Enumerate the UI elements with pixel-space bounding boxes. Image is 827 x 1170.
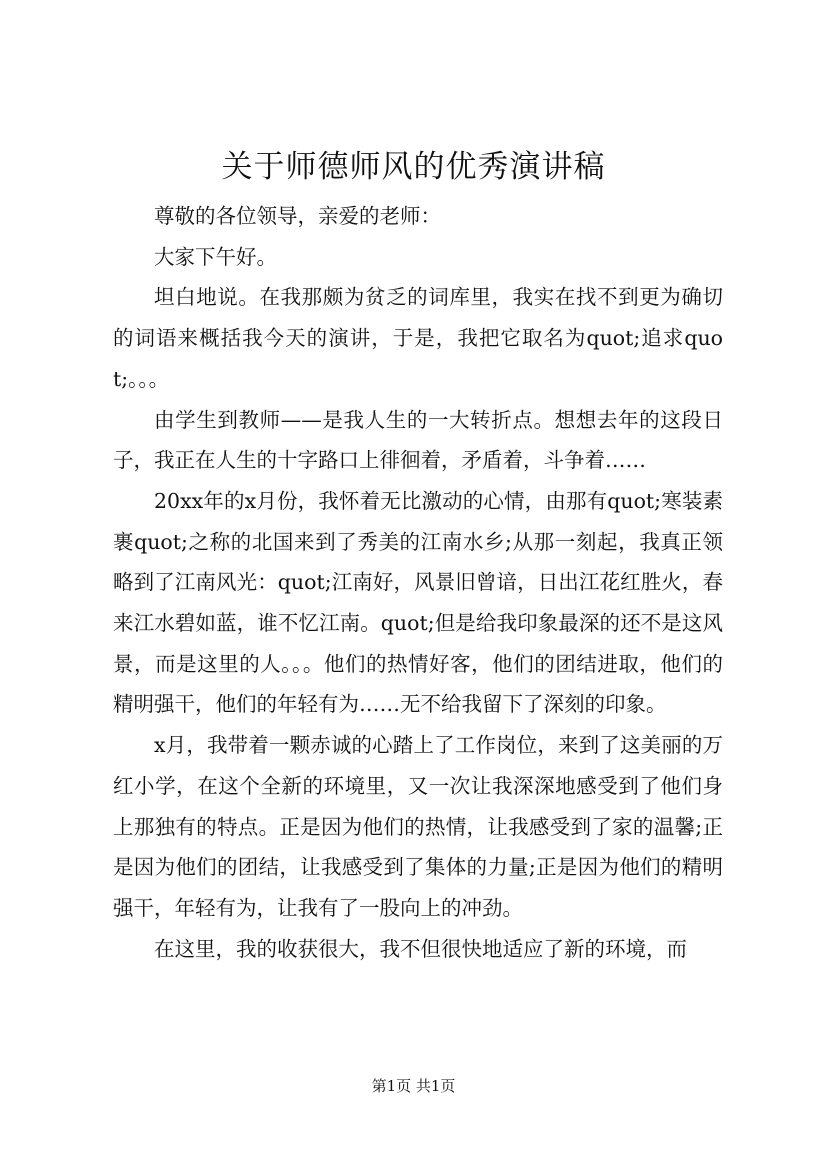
page-number-footer: 第1页 共1页	[371, 1077, 456, 1095]
paragraph-arrival: 20xx年的x月份，我怀着无比激动的心情，由那有quot;寒装素裹quot;之称的北国来到了秀美的江南水乡;从那一刻起，我真正领略到了江南风光：quot;江南好，风景旧曾谙，日出江花红胜火，春来江水碧如蓝，谁不忆江南。quot;但是给我印象最深的还不是这风景，而是这里的人。。。他们的热情好客，他们的团结进取，他们的精明强干，他们的年轻有为……无不给我留下了深刻的印象。	[113, 488, 723, 717]
paragraph-work: x月，我带着一颗赤诚的心踏上了工作岗位，来到了这美丽的万红小学，在这个全新的环境里，又一次让我深深地感受到了他们身上那独有的特点。正是因为他们的热情，让我感受到了家的温馨;正是因为他们的团结，让我感受到了集体的力量;正是因为他们的精明强干，年轻有为，让我有了一股向上的冲劲。	[113, 733, 723, 920]
paragraph-greeting: 尊敬的各位领导，亲爱的老师：	[154, 204, 441, 228]
paragraph-salutation: 大家下午好。	[154, 244, 277, 269]
document-title: 关于师德师风的优秀演讲稿	[221, 149, 606, 185]
paragraph-gains: 在这里，我的收获很大，我不但很快地适应了新的环境，而	[154, 936, 687, 961]
paragraph-turning-point: 由学生到教师——是我人生的一大转折点。想想去年的这段日子，我正在人生的十字路口上徘徊着，矛盾着，斗争着……	[113, 407, 723, 473]
paragraph-intro: 坦白地说。在我那颇为贫乏的词库里，我实在找不到更为确切的词语来概括我今天的演讲，于是，我把它取名为quot;追求quot;。。。	[113, 285, 723, 391]
document-body	[113, 196, 723, 969]
